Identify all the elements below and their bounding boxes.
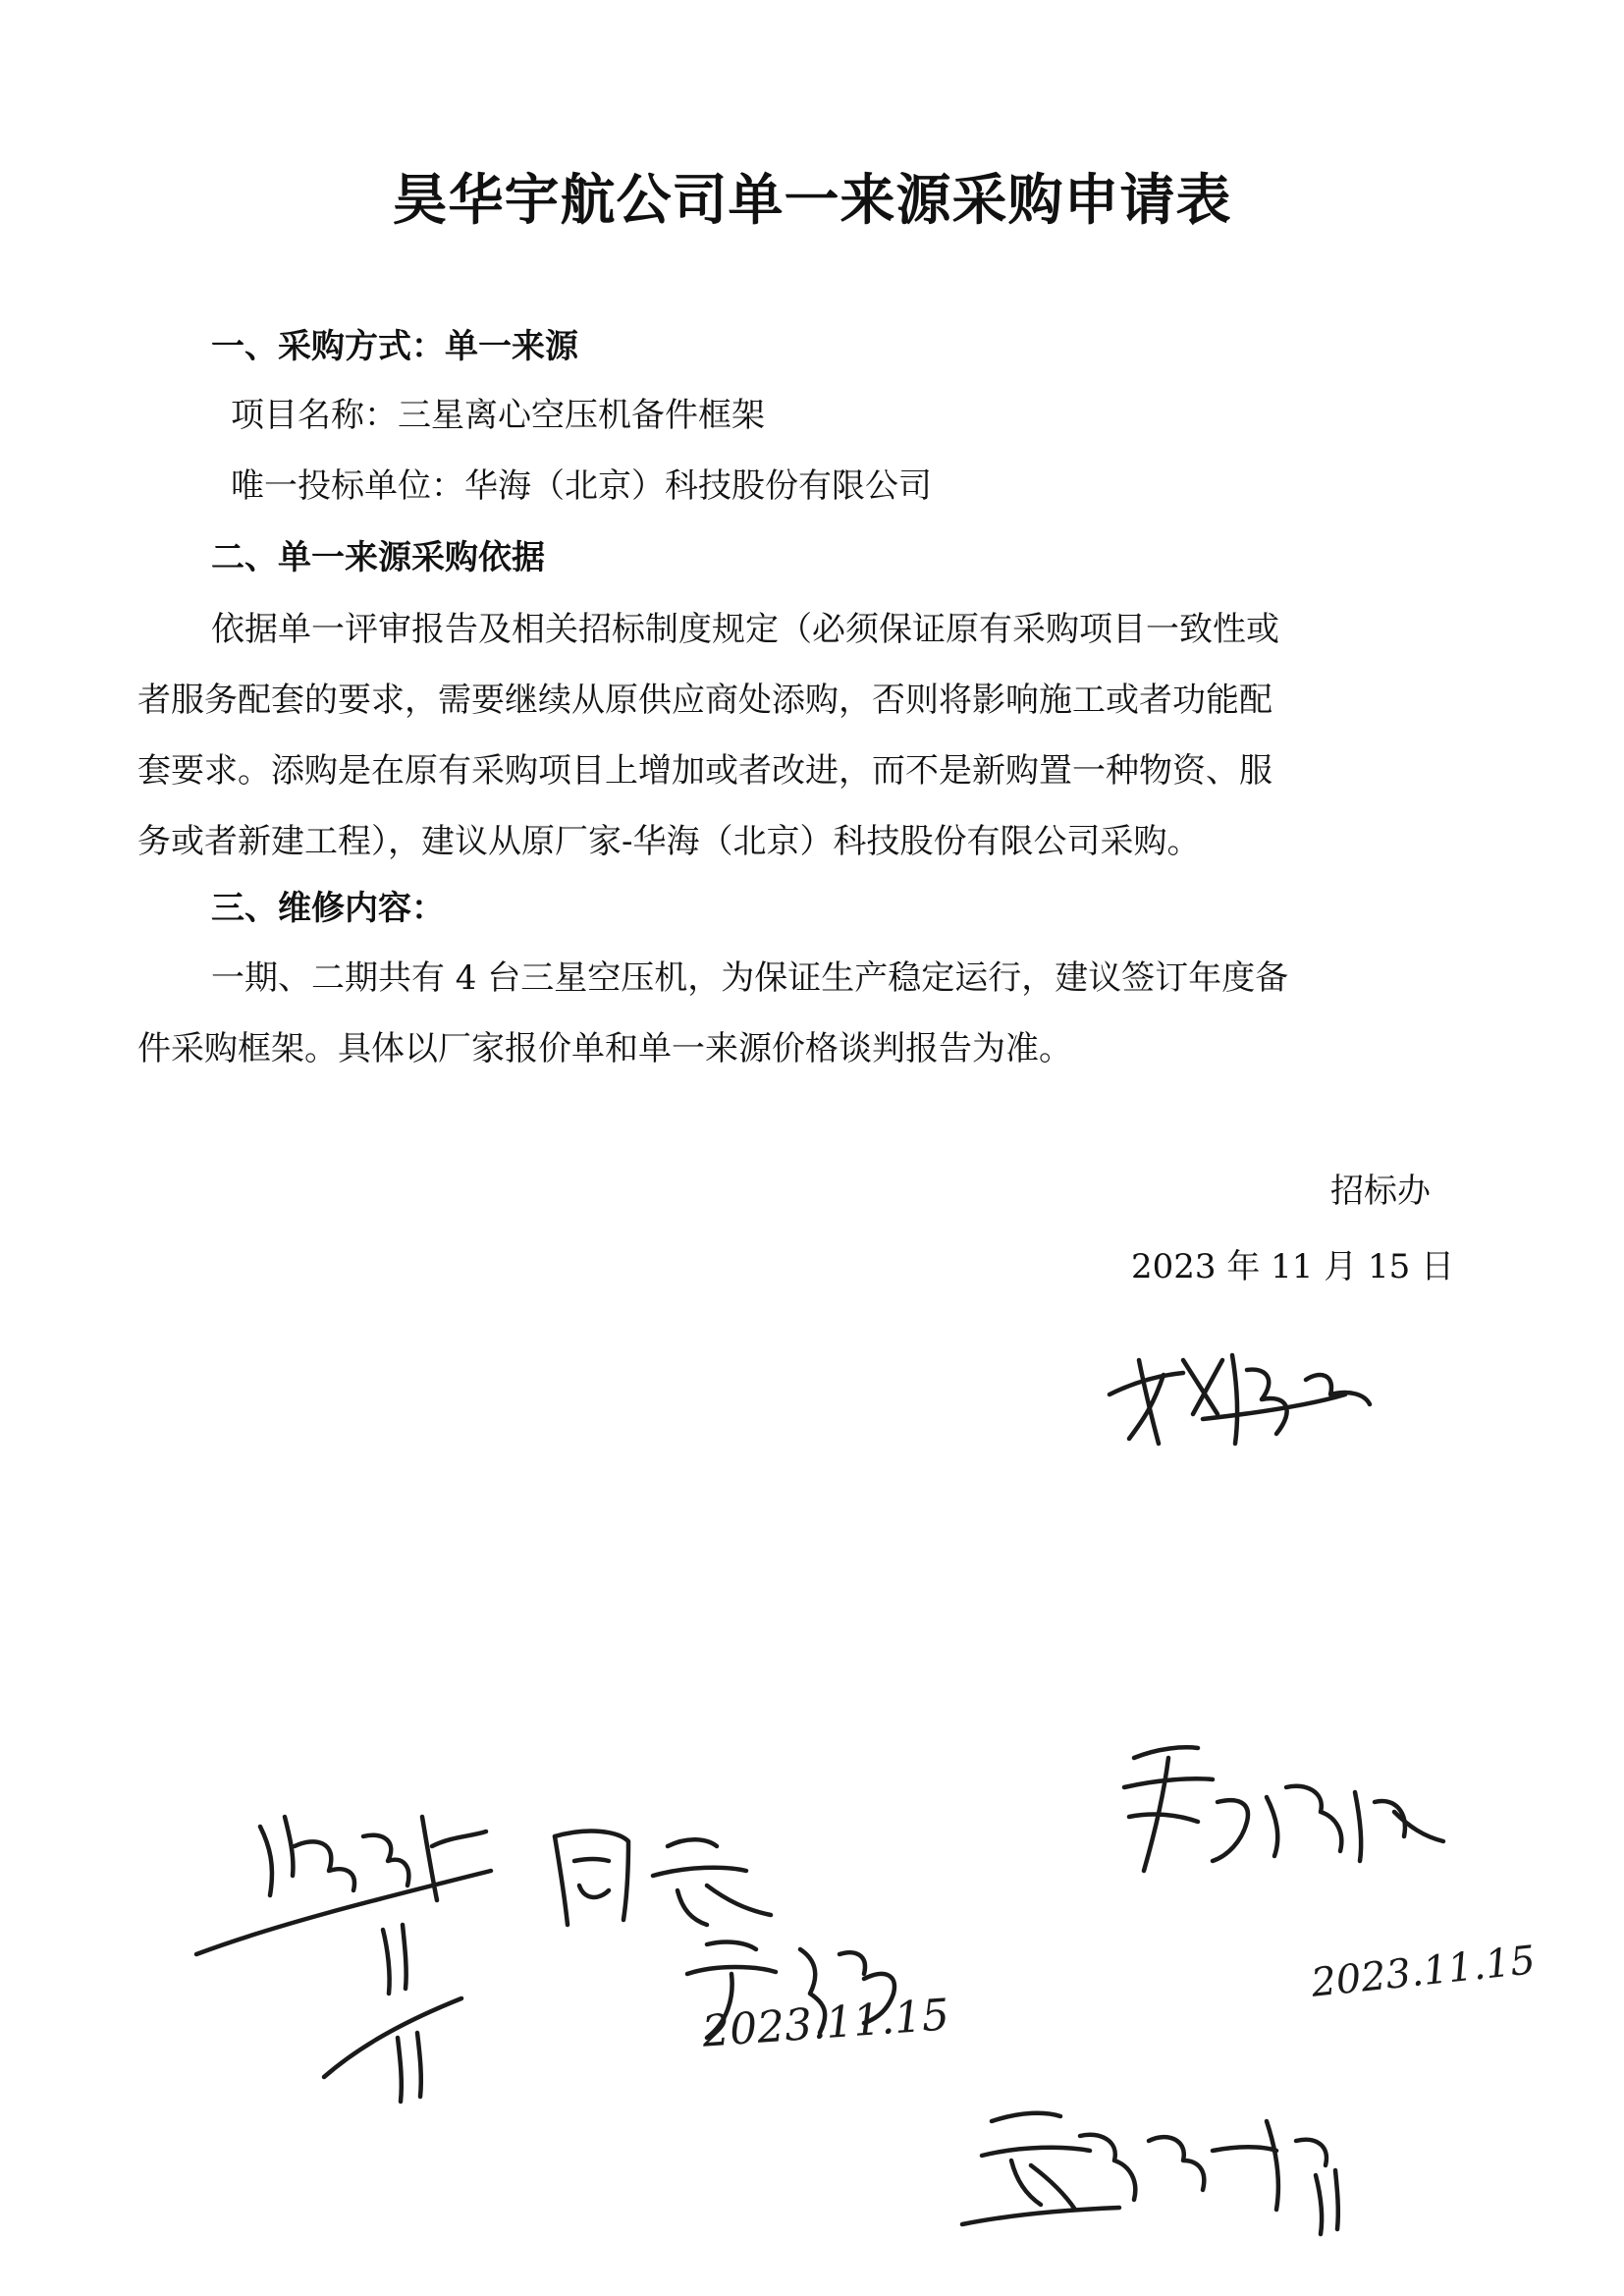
section3-heading: 三、维修内容： xyxy=(211,889,445,928)
handwritten-date-left: 2023.11.15 xyxy=(700,1990,951,2057)
handwritten-date-right: 2023.11.15 xyxy=(1309,1938,1538,2006)
section2-line: 套要求。添购是在原有采购项目上增加或者改进，而不是新购置一种物资、服 xyxy=(137,751,1272,791)
section3-line: 一期、二期共有 4 台三星空压机，为保证生产稳定运行，建议签订年度备 xyxy=(211,958,1289,998)
section1-heading: 一、采购方式：单一来源 xyxy=(211,327,578,366)
signature-4 xyxy=(1124,1747,1443,1871)
signature-5 xyxy=(962,2113,1338,2234)
section2-line: 依据单一评审报告及相关招标制度规定（必须保证原有采购项目一致性或 xyxy=(211,610,1279,649)
document-title: 昊华宇航公司单一来源采购申请表 xyxy=(392,169,1232,233)
section2-heading: 二、单一来源采购依据 xyxy=(211,538,545,577)
section3-line: 件采购框架。具体以厂家报价单和单一来源价格谈判报告为准。 xyxy=(137,1029,1072,1068)
section2-line: 务或者新建工程），建议从原厂家-华海（北京）科技股份有限公司采购。 xyxy=(137,822,1201,861)
sole-bidder: 唯一投标单位：华海（北京）科技股份有限公司 xyxy=(231,466,932,506)
project-name: 项目名称：三星离心空压机备件框架 xyxy=(231,396,765,435)
issuing-department: 招标办 xyxy=(1330,1172,1431,1211)
issue-date: 2023 年 11 月 15 日 xyxy=(1131,1247,1455,1286)
section2-line: 者服务配套的要求，需要继续从原供应商处添购，否则将影响施工或者功能配 xyxy=(137,681,1272,720)
signature-2 xyxy=(196,1817,491,2102)
signature-1 xyxy=(1110,1355,1370,1444)
